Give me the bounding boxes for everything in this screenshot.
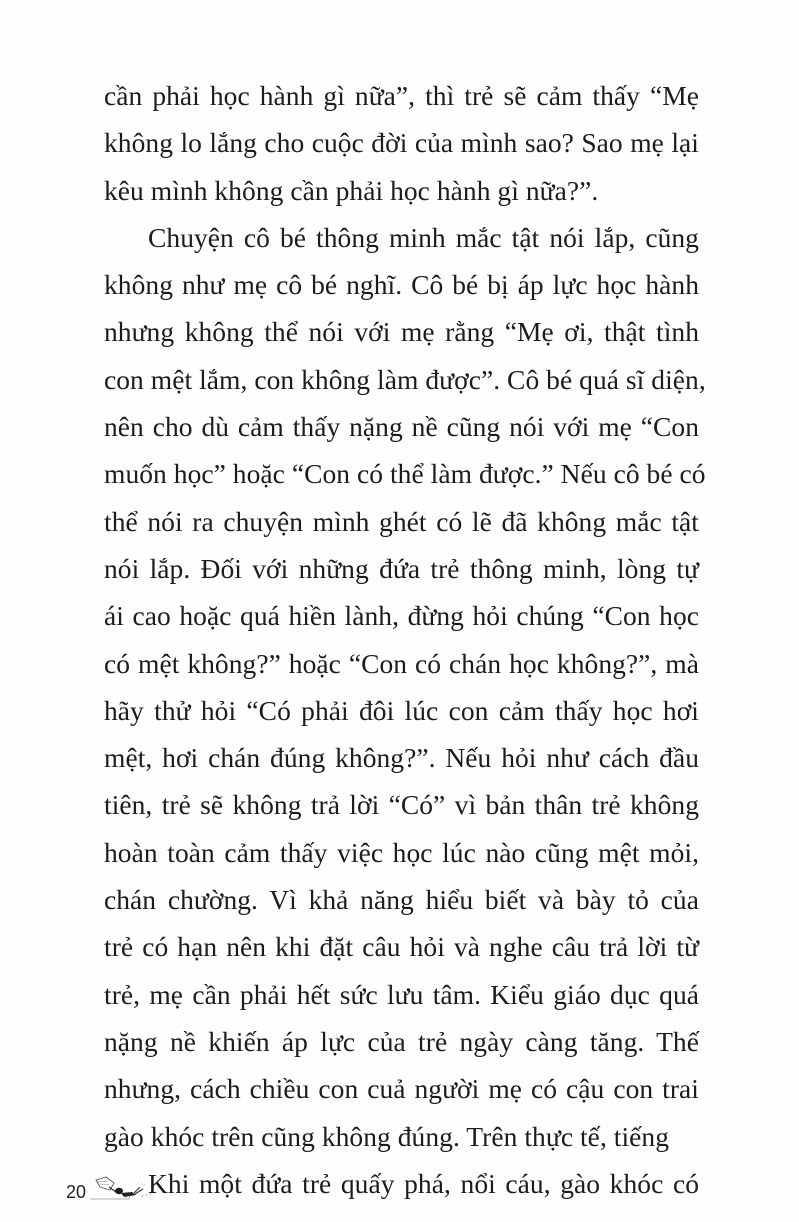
text-line: có mệt không?” hoặc “Con có chán học không?”, mà — [104, 647, 699, 679]
text-line: muốn học” hoặc “Con có thể làm được.” Nếu cô bé có — [104, 458, 706, 490]
text-line: hoàn toàn cảm thấy việc học lúc nào cũng mệt mỏi, — [104, 836, 699, 868]
text-line: con mệt lắm, con không làm được”. Cô bé quá sĩ diện, — [104, 363, 706, 395]
text-line: ái cao hoặc quá hiền lành, đừng hỏi chúng “Con học — [104, 600, 699, 632]
text-line: nặng nề khiến áp lực của trẻ ngày càng tăng. Thế — [104, 1025, 699, 1057]
text-line: Chuyện cô bé thông minh mắc tật nói lắp, cũng — [148, 221, 699, 253]
text-line: không như mẹ cô bé nghĩ. Cô bé bị áp lực học hành — [104, 269, 699, 301]
text-line: không lo lắng cho cuộc đời của mình sao? Sao mẹ lại — [104, 127, 699, 159]
body-text — [104, 72, 706, 1207]
text-line: kêu mình không cần phải học hành gì nữa?”. — [104, 174, 599, 206]
text-line: nói lắp. Đối với những đứa trẻ thông minh, lòng tự — [104, 552, 699, 584]
text-line: Khi một đứa trẻ quấy phá, nổi cáu, gào khóc có — [148, 1167, 699, 1199]
text-line: nên cho dù cảm thấy nặng nề cũng nói với mẹ “Con — [104, 411, 699, 443]
text-line: gào khóc trên cũng không đúng. Trên thực tế, tiếng — [104, 1120, 670, 1152]
text-line: tiên, trẻ sẽ không trả lời “Có” vì bản thân trẻ không — [104, 789, 699, 821]
text-line: mệt, hơi chán đúng không?”. Nếu hỏi như cách đầu — [104, 742, 699, 774]
text-line: thể nói ra chuyện mình ghét có lẽ đã không mắc tật — [104, 505, 699, 537]
page-footer — [66, 1172, 168, 1202]
text-line: nhưng, cách chiều con cuả người mẹ có cậu con trai — [104, 1073, 699, 1105]
page-number: 20 — [66, 1182, 87, 1202]
text-line: chán chường. Vì khả năng hiểu biết và bày tỏ của — [104, 884, 699, 916]
text-line: trẻ, mẹ cần phải hết sức lưu tâm. Kiểu giáo dục quá — [104, 978, 699, 1010]
text-line: nhưng không thể nói với mẹ rằng “Mẹ ơi, thật tình — [104, 316, 699, 348]
reading-child-illustration-icon — [90, 1174, 168, 1202]
text-line: trẻ có hạn nên khi đặt câu hỏi và nghe câu trả lời từ — [104, 931, 699, 963]
text-line: hãy thử hỏi “Có phải đôi lúc con cảm thấy học hơi — [104, 694, 699, 726]
text-line: cần phải học hành gì nữa”, thì trẻ sẽ cảm thấy “Mẹ — [104, 80, 699, 111]
